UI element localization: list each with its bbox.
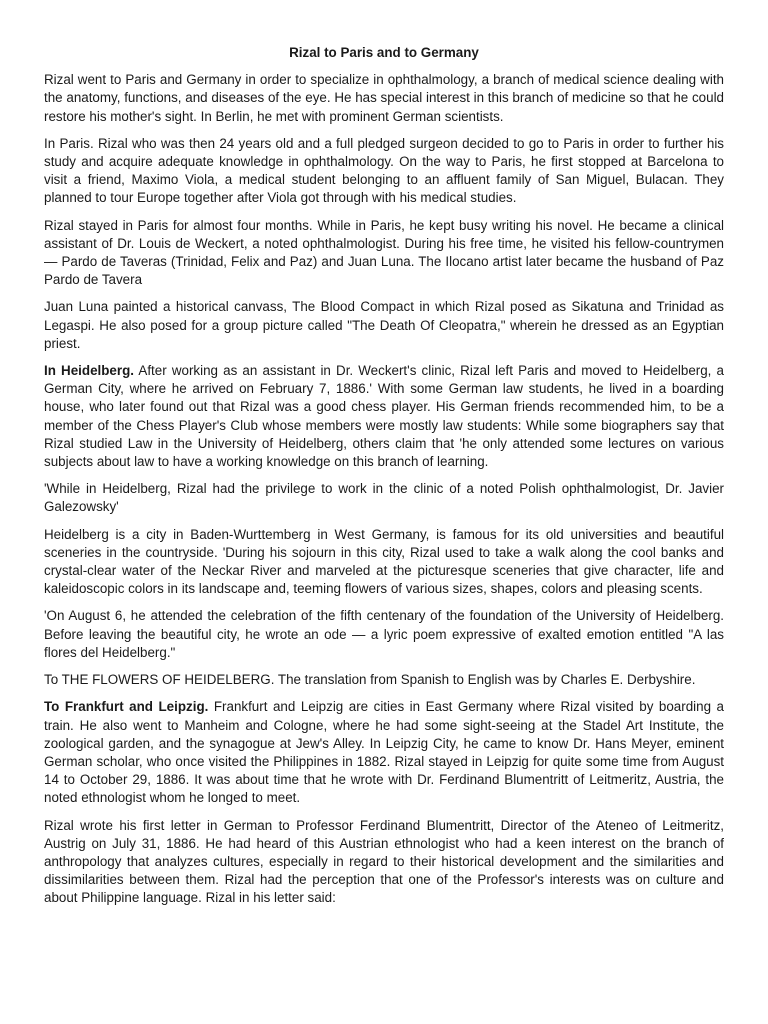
paragraph-text: Rizal wrote his first letter in German to Professor Ferdinand Blumentritt, Director of the Ateneo of Leitmeritz, Austrig on July 31, 1886. He had heard of this Austrian ethnologist who had a keen interest on the branch of anthropology that analyzes cultures, especially in regard to their historical development and the similarities and dissimilarities between them. Rizal had the perception that one of the Professor's interests was on culture and about Philippine language. Rizal in his letter said:: [44, 817, 724, 906]
paragraph-in-heidelberg: [44, 362, 724, 471]
paragraph-lead: In Heidelberg.: [44, 363, 134, 379]
paragraph-text: To THE FLOWERS OF HEIDELBERG. The translation from Spanish to English was by Charles E. Derbyshire.: [44, 672, 696, 688]
paragraph-frankfurt-leipzig: [44, 698, 724, 807]
paragraph-text: 'While in Heidelberg, Rizal had the privilege to work in the clinic of a noted Polish ophthalmologist, Dr. Javier Galezowsky': [44, 481, 724, 515]
paragraph-text: After working as an assistant in Dr. Weckert's clinic, Rizal left Paris and moved to Heidelberg, a German City, where he arrived on February 7, 1886.' With some German law students, he lived in a boarding house, who later found out that Rizal was a good chess player. His German friends recommended him, to be a member of the Chess Player's Club whose members were mostly law students: While some biographers say that Rizal studied Law in the University of Heidelberg, others claim that 'he only attended some lectures on various subjects about law to have a working knowledge on this branch of learning.: [44, 363, 725, 470]
paragraph-heidelberg-city: [44, 526, 724, 599]
paragraph-text: Juan Luna painted a historical canvass, The Blood Compact in which Rizal posed as Sikatuna and Trinidad as Legaspi. He also posed for a group picture called "The Death Of Cleopatra," wherein he dressed as an Egyptian priest.: [44, 299, 724, 351]
paragraph-paris-stay: [44, 217, 724, 290]
paragraph-text: Frankfurt and Leipzig are cities in East Germany where Rizal visited by boarding a train. He also went to Manheim and Cologne, where he had some sight-seeing at the Stadel Art Institute, the zoological garden, and the synagogue at Jew's Alley. In Leipzig City, he came to know Dr. Hans Meyer, eminent German scholar, who once visited the Philippines in 1882. Rizal stayed in Leipzig for quite some time from August 14 to October 29, 1886. It was about time that he wrote with Dr. Ferdinand Blumentritt of Leitmeritz, Austria, the noted ethnologist whom he longed to meet.: [44, 699, 724, 806]
paragraph-in-paris: [44, 135, 724, 208]
document-title: Rizal to Paris and to Germany: [289, 45, 479, 60]
paragraph-text: Heidelberg is a city in Baden-Wurttemberg in West Germany, is famous for its old universities and beautiful sceneries in the countryside. 'During his sojourn in this city, Rizal used to take a walk along the cool banks and crystal-clear water of the Neckar River and marveled at the picturesque sceneries that give character, life and kaleidoscopic colors in its landscape and, teeming flowers of various sizes, shapes, colors and pleasing scents.: [44, 526, 724, 597]
paragraph-text: Rizal went to Paris and Germany in order to specialize in ophthalmology, a branch of medical science dealing with the anatomy, functions, and diseases of the eye. He has special interest in this branch of medicine so that he could restore his mother's sight. In Berlin, he met with prominent German scientists.: [44, 72, 724, 124]
paragraph-galezowsky: [44, 480, 724, 516]
paragraph-flowers: [44, 671, 724, 689]
paragraph-intro: [44, 71, 724, 126]
paragraph-text: Rizal stayed in Paris for almost four months. While in Paris, he kept busy writing his novel. He became a clinical assistant of Dr. Louis de Weckert, a noted ophthalmologist. During his free time, he visited his fellow-countrymen — Pardo de Taveras (Trinidad, Felix and Paz) and Juan Luna. The Ilocano artist later became the husband of Paz Pardo de Tavera: [44, 217, 724, 288]
paragraph-blumentritt-letter: [44, 817, 724, 908]
paragraph-text: In Paris. Rizal who was then 24 years old and a full pledged surgeon decided to go to Paris in order to further his study and acquire adequate knowledge in ophthalmology. On the way to Paris, he first stopped at Barcelona to visit a friend, Maximo Viola, a medical student belonging to an affluent family of San Miguel, Bulacan. They planned to tour Europe together after Viola got through with his medical studies.: [44, 135, 724, 206]
paragraph-text: 'On August 6, he attended the celebration of the fifth centenary of the foundation of the University of Heidelberg. Before leaving the beautiful city, he wrote an ode — a lyric poem expressive of exalted emotion entitled "A las flores del Heidelberg.": [44, 608, 724, 660]
paragraph-juan-luna: [44, 298, 724, 353]
paragraph-lead: To Frankfurt and Leipzig.: [44, 699, 209, 715]
paragraph-centenary: [44, 607, 724, 662]
